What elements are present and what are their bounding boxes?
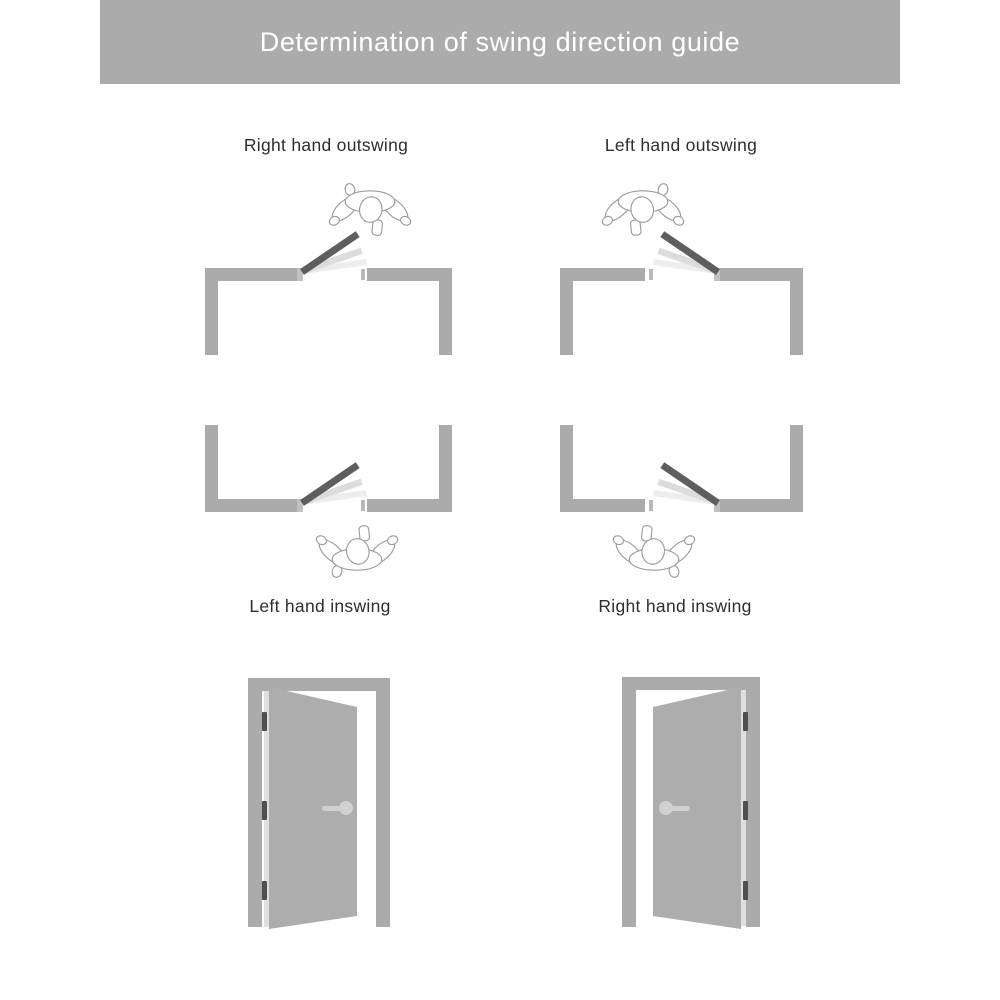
plan-right-hand-inswing	[560, 425, 803, 578]
room-walls	[560, 268, 803, 355]
diagram-label-right-hand-inswing: Right hand inswing	[598, 596, 752, 616]
person-top-view-icon	[328, 183, 412, 236]
person-top-view-icon	[601, 183, 685, 236]
diagram-label-left-hand-outswing: Left hand outswing	[604, 135, 758, 155]
open-door-illustration-right-hinge	[622, 677, 760, 929]
page-title: Determination of swing direction guide	[259, 26, 741, 57]
room-walls	[205, 268, 452, 355]
plan-left-hand-inswing	[205, 425, 452, 578]
plan-right-hand-outswing	[205, 183, 452, 355]
open-door-illustration-left-hinge	[248, 678, 390, 929]
diagram-label-left-hand-inswing: Left hand inswing	[249, 596, 391, 616]
person-top-view-icon	[315, 525, 399, 578]
plan-left-hand-outswing	[560, 183, 803, 355]
diagram-label-right-hand-outswing: Right hand outswing	[243, 135, 409, 155]
person-top-view-icon	[612, 525, 696, 578]
